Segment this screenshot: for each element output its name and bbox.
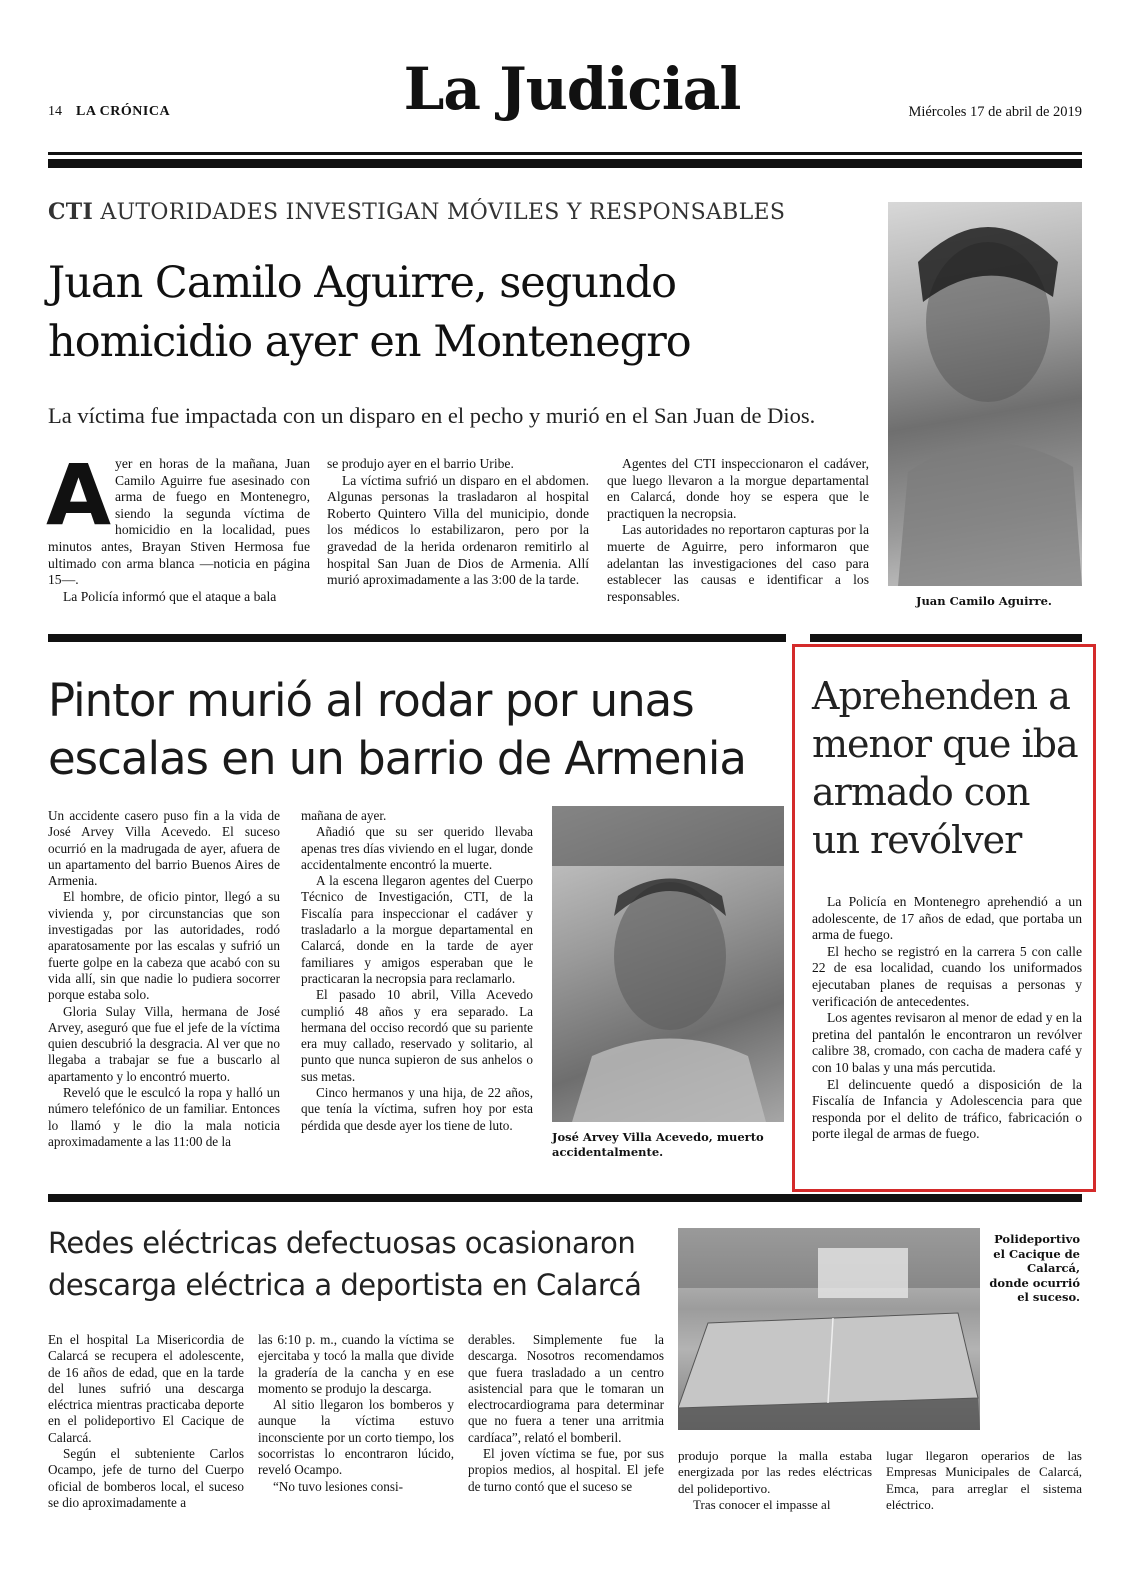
story2-paragraph: Gloria Sulay Villa, hermana de José Arvey, aseguró que fue el jefe de la víctima quien descubrió la desgracia. Al ver que no llegaba a trabajar se fue a buscarlo al apartamento y lo encontró muerto. (48, 1003, 280, 1084)
page-number: 14 (48, 104, 62, 119)
story4-paragraph: lugar llegaron operarios de las Empresas Municipales de Calarcá, Emca, para arreglar el sistema eléctrico. (886, 1448, 1082, 1512)
story3-paragraph: Los agentes revisaron al menor de edad y en la pretina del pantalón le encontraron un revólver calibre 38, cromado, con cacha de madera café y con 10 balas y una más percutida. (812, 1010, 1082, 1075)
story4-headline (48, 1222, 668, 1306)
photo-caption-court: Polideportivo el Cacique de Calarcá, donde ocurrió el suceso. (989, 1232, 1080, 1304)
paper-name: LA CRÓNICA (76, 104, 171, 119)
story3-headline-line: un revólver (812, 818, 1022, 862)
masthead-rule-thick (48, 159, 1082, 168)
story2-headline (48, 672, 788, 788)
story4-headline-line: Redes eléctricas defectuosas ocasionaron (48, 1226, 636, 1260)
story1-column-3 (607, 456, 869, 605)
story2-paragraph: Cinco hermanos y una hija, de 22 años, que tenía la víctima, sufren hoy por esta pérdida que desde ayer los tiene de luto. (301, 1085, 533, 1133)
section-rule (48, 634, 786, 642)
story1-headline (48, 254, 878, 372)
masthead-rule (48, 152, 1082, 155)
section-title: La Judicial (403, 55, 741, 123)
story4-column-5 (886, 1448, 1082, 1513)
story1-lead: yer en horas de la mañana, Juan Camilo Aguirre fue asesinado con arma de fuego en Montenegro, siendo la segunda víctima de homicidio en la localidad, pues minutos antes, Brayan Stiven Hermosa fue ultimado con arma blanca —noticia en página 15—. (48, 456, 310, 588)
section-rule (48, 1194, 1082, 1202)
story1-paragraph: se produjo ayer en el barrio Uribe. (327, 456, 514, 471)
story1-deck: La víctima fue impactada con un disparo en el pecho y murió en el San Juan de Dios. (48, 403, 816, 428)
story4-paragraph: “No tuvo lesiones consi- (273, 1478, 404, 1494)
story1-paragraph: Las autoridades no reportaron capturas por la muerte de Aguirre, pero informaron que adelantan las investigaciones del caso para establecer las causas e identificar a los responsables. (607, 522, 869, 604)
story4-paragraph: las 6:10 p. m., cuando la víctima se ejercitaba y tocó la malla que divide la gradería de la cancha y en ese momento se produjo la descarga. (258, 1332, 454, 1396)
story3-paragraph: El hecho se registró en la carrera 5 con calle 22 de esa localidad, cuando los uniformados ejecutaban planes de requisas a personas y verificación de antecedentes. (812, 943, 1082, 1009)
story3-headline-line: menor que iba (812, 722, 1078, 766)
story2-paragraph: mañana de ayer. (301, 808, 387, 823)
story2-column-1 (48, 808, 280, 1150)
story1-column-1 (46, 446, 310, 605)
story4-column-1 (48, 1332, 244, 1511)
story4-column-3 (468, 1332, 664, 1495)
story4-paragraph: En el hospital La Misericordia de Calarcá se recupera el adolescente, de 16 años de edad, que en la tarde del lunes sufrió una descarga eléctrica mientras practicaba deporte en el polideportivo El Cacique de Calarcá. (48, 1332, 244, 1445)
issue-date: Miércoles 17 de abril de 2019 (908, 104, 1082, 120)
story2-paragraph: El pasado 10 abril, Villa Acevedo cumplió 48 años y era separado. La hermana del occiso recordó que su pariente era muy callado, reservado y solitario, al punto que nunca supieron de sus anhelos o sus metas. (301, 987, 533, 1084)
portrait-photo-aguirre (888, 202, 1082, 586)
story1-paragraph: La Policía informó que el ataque a bala (63, 588, 277, 604)
story3-headline-line: Aprehenden a (812, 674, 1070, 718)
sports-court-photo (678, 1228, 980, 1430)
story2-paragraph: Reveló que le esculcó la ropa y halló un número telefónico de un familiar. Entonces lo llamó y le dio la mala noticia aproximadamente a las 11:00 de la (48, 1085, 280, 1149)
photo-caption-aguirre: Juan Camilo Aguirre. (916, 594, 1052, 608)
portrait-silhouette (888, 202, 1082, 586)
story4-column-2 (258, 1332, 454, 1495)
portrait-photo-villa (552, 806, 784, 1122)
story4-paragraph: Según el subteniente Carlos Ocampo, jefe de turno del Cuerpo oficial de bomberos local, el suceso se dio aproximadamente a (48, 1446, 244, 1510)
court-illustration (678, 1228, 980, 1430)
story4-paragraph: Tras conocer el impasse al (693, 1496, 831, 1512)
story2-headline-line: escalas en un barrio de Armenia (48, 732, 746, 785)
story1-headline-line: homicidio ayer en Montenegro (48, 317, 691, 367)
story3-paragraph: La Policía en Montenegro aprehendió a un adolescente, de 17 años de edad, que portaba un arma de fuego. (812, 894, 1082, 943)
story2-paragraph: A la escena llegaron agentes del Cuerpo Técnico de Investigación, CTI, de la Fiscalía para inspeccionar el cadáver y trasladarlo a la morgue departamental en Calarcá, donde en la tarde de ayer familiares y amigos esperaban que le practicaran la necropsia para reclamarlo. (301, 873, 533, 986)
dropcap: A (46, 446, 112, 544)
story2-column-2 (301, 808, 533, 1134)
kicker-tag: CTI (48, 199, 94, 225)
story1-headline-line: Juan Camilo Aguirre, segundo (48, 258, 677, 308)
story4-paragraph: derables. Simplemente fue la descarga. Nosotros recomendamos que fuera trasladado a un centro asistencial para que le tomaran un electrocardiograma para determinar que no fuera a tener una arritmia cardíaca”, relató el bomberil. (468, 1332, 664, 1445)
story1-paragraph: La víctima sufrió un disparo en el abdomen. Algunas personas la trasladaron al hospital Roberto Quintero Villa del municipio, donde los médicos lo estabilizaron, pero por la gravedad de la herida ordenaron remitirlo al hospital San Juan de Dios de Armenia. Allí murió aproximadamente a las 3:00 de la tarde. (327, 472, 589, 588)
story4-paragraph: El joven víctima se fue, por sus propios medios, al hospital. El jefe de turno contó que el suceso se (468, 1446, 664, 1494)
kicker (48, 198, 785, 227)
story3-body (812, 894, 1082, 1143)
story2-paragraph: Un accidente casero puso fin a la vida de José Arvey Villa Acevedo. El suceso ocurrió en la madrugada de ayer, afuera de un apartamento del barrio Buenos Aires de Armenia. (48, 808, 280, 889)
story4-column-4 (678, 1448, 872, 1513)
photo-caption-villa: José Arvey Villa Acevedo, muerto accidentalmente. (552, 1130, 764, 1159)
story2-paragraph: El hombre, de oficio pintor, llegó a su vivienda y, por circunstancias que son investigadas por las autoridades, rodó aparatosamente por las escalas y sufrió un fuerte golpe en la cabeza que acabó con su vida allí, sin que nadie lo pudiera socorrer porque estaba solo. (48, 889, 280, 1003)
portrait-silhouette (552, 806, 784, 1122)
story3-headline (812, 672, 1092, 864)
story4-paragraph: Al sitio llegaron los bomberos y aunque la víctima estuvo inconsciente por un corto tiempo, los socorristas lo encontraron lúcido, reveló Ocampo. (258, 1397, 454, 1478)
story4-paragraph: produjo porque la malla estaba energizada por las redes eléctricas del polideportivo. (678, 1448, 872, 1496)
story3-paragraph: El delincuente quedó a disposición de la Fiscalía de Infancia y Adolescencia para que responda por el delito de tráfico, fabricación o porte ilegal de armas de fuego. (812, 1076, 1082, 1142)
story1-paragraph: Agentes del CTI inspeccionaron el cadáver, que luego llevaron a la morgue departamental en Calarcá, donde hoy se espera que le practiquen la necropsia. (607, 456, 869, 521)
section-rule (810, 634, 1082, 642)
kicker-text: AUTORIDADES INVESTIGAN MÓVILES Y RESPONSABLES (100, 200, 786, 225)
story2-paragraph: Añadió que su ser querido llevaba apenas tres días viviendo en el lugar, donde accidentalmente encontró la muerte. (301, 824, 533, 872)
story2-headline-line: Pintor murió al rodar por unas (48, 674, 694, 727)
story3-headline-line: armado con (812, 770, 1030, 814)
story4-headline-line: descarga eléctrica a deportista en Calarcá (48, 1268, 642, 1302)
story1-column-2 (327, 456, 589, 589)
